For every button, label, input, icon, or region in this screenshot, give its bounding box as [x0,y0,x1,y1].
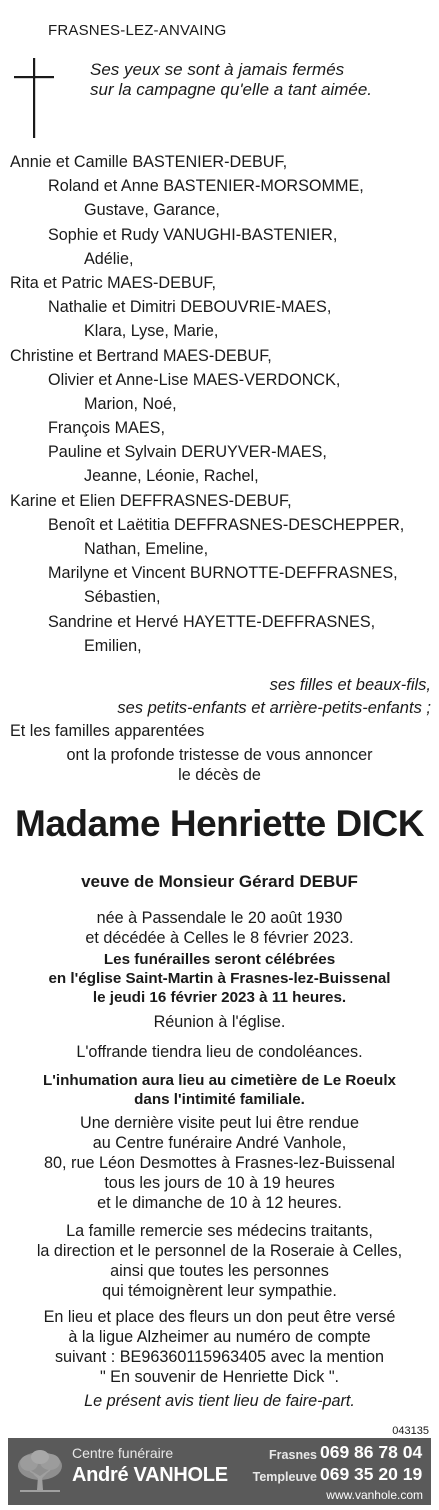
family-line: Annie et Camille BASTENIER-DEBUF, [10,153,288,171]
family-line: Nathan, Emeline, [84,540,209,558]
thanks-line: qui témoignèrent leur sympathie. [102,1282,337,1300]
family-line: Pauline et Sylvain DERUYVER-MAES, [48,443,327,462]
birth-death [0,908,439,948]
funeral-home-banner [8,1438,431,1505]
family-line: Benoît et Laëtitia DEFFRASNES-DESCHEPPER, [48,515,405,534]
family-line: Roland et Anne BASTENIER-MORSOMME, [48,177,364,196]
funeral-line: en l'église Saint-Martin à Frasnes-lez-Buissenal [48,970,391,987]
donation-line: En lieu et place des fleurs un don peut être versé [43,1308,396,1326]
family-line: François MAES, [48,419,165,438]
family-line: Sandrine et Hervé HAYETTE-DEFFRASNES, [48,612,376,631]
relation-grandchildren: ses petits-enfants et arrière-petits-enfants ; [117,699,431,717]
family-line: Emilien, [84,636,142,655]
family-line: Klara, Lyse, Marie, [84,322,219,341]
thanks [0,1221,439,1301]
verse-line: sur la campagne qu'elle a tant aimée. [90,80,373,99]
death-line: et décédée à Celles le 8 février 2023. [85,929,354,947]
family-line: Gustave, Garance, [84,201,220,220]
burial-info [0,1071,439,1109]
family-line: Olivier et Anne-Lise MAES-VERDONCK, [48,370,341,389]
website-link[interactable]: www.vanhole.com [326,1488,423,1502]
thanks-line: La famille remercie ses médecins traitants, [66,1222,373,1240]
family-line: Jeanne, Léonie, Rachel, [84,467,259,486]
announcement-line: le décès de [178,766,261,784]
phone-templeuve[interactable]: 069 35 20 19 [320,1464,423,1484]
funeral-info [0,950,439,1007]
funeral-home-name: André VANHOLE [72,1464,228,1486]
cross-icon [14,58,54,138]
visit-line: 80, rue Léon Desmottes à Frasnes-lez-Buissenal [44,1154,395,1172]
location-heading: FRASNES-LEZ-ANVAING [48,22,227,39]
family-line: Adélie, [84,249,134,268]
verse [90,60,372,100]
deceased-name: Madame Henriette DICK [15,803,424,844]
family-line: Sophie et Rudy VANUGHI-BASTENIER, [48,225,338,244]
announcement-line: ont la profonde tristesse de vous annoncer [66,746,373,764]
donation-line: " En souvenir de Henriette Dick ". [99,1368,340,1386]
visit-line: au Centre funéraire André Vanhole, [92,1134,347,1152]
funeral-home-label: Centre funéraire [72,1445,174,1461]
related-families: Et les familles apparentées [10,722,205,740]
funeral-line: le jeudi 16 février 2023 à 11 heures. [92,989,347,1006]
family-line: Nathalie et Dimitri DEBOUVRIE-MAES, [48,298,332,317]
family-list [0,150,439,658]
verse-line: Ses yeux se sont à jamais fermés [90,60,345,79]
visit-info [0,1113,439,1213]
tree-icon [14,1446,66,1498]
offering: L'offrande tiendra lieu de condoléances. [76,1043,363,1061]
visit-line: Une dernière visite peut lui être rendue [80,1114,359,1132]
family-line: Christine et Bertrand MAES-DEBUF, [10,346,272,365]
burial-line: L'inhumation aura lieu au cimetière de Le Roeulx [42,1072,396,1089]
donation-info [0,1307,439,1387]
family-line: Karine et Elien DEFFRASNES-DEBUF, [10,491,292,510]
relation-daughters: ses filles et beaux-fils, [269,676,431,694]
birth-line: née à Passendale le 20 août 1930 [96,909,343,927]
family-line: Rita et Patric MAES-DEBUF, [10,273,216,292]
funeral-line: Les funérailles seront célébrées [103,951,336,968]
town-templeuve: Templeuve [252,1470,317,1484]
widow-of: veuve de Monsieur Gérard DEBUF [81,872,358,891]
visit-line: tous les jours de 10 à 19 heures [104,1174,335,1192]
donation-line: à la ligue Alzheimer au numéro de compte [68,1328,371,1346]
family-line: Sébastien, [84,588,161,607]
faire-part-note: Le présent avis tient lieu de faire-part. [84,1392,355,1410]
family-line: Marilyne et Vincent BURNOTTE-DEFFRASNES, [48,564,398,583]
town-frasnes: Frasnes [269,1448,317,1462]
phone-frasnes[interactable]: 069 86 78 04 [320,1442,423,1462]
thanks-line: la direction et le personnel de la Roseraie à Celles, [36,1242,403,1260]
reunion: Réunion à l'église. [153,1013,286,1031]
family-line: Marion, Noé, [84,394,177,413]
reference-number: 043135 [392,1425,429,1437]
visit-line: et le dimanche de 10 à 12 heures. [97,1194,342,1212]
thanks-line: ainsi que toutes les personnes [110,1262,329,1280]
announcement [0,745,439,785]
burial-line: dans l'intimité familiale. [134,1091,305,1108]
donation-line: suivant : BE96360115963405 avec la mention [54,1348,385,1366]
